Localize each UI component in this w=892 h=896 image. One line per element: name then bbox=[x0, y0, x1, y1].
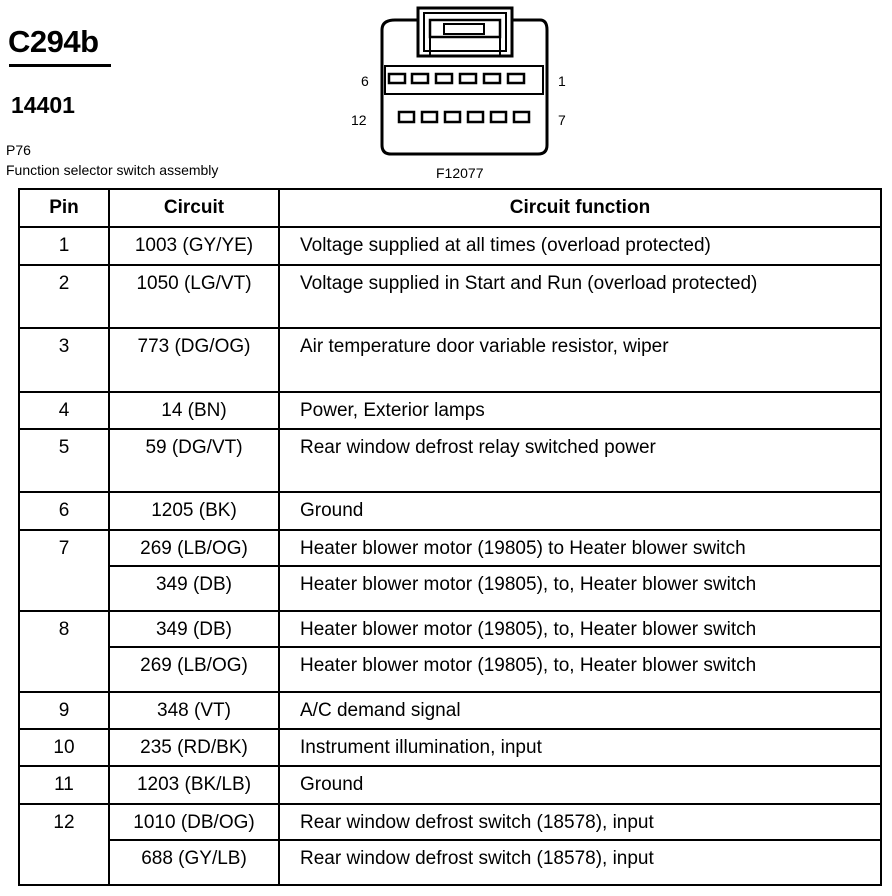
pin-cell: 7 bbox=[19, 530, 109, 611]
function-cell: Voltage supplied at all times (overload protected) bbox=[279, 227, 881, 265]
table-row bbox=[19, 729, 881, 766]
table-row bbox=[19, 265, 881, 328]
header-circuit: Circuit bbox=[109, 189, 279, 227]
table-row bbox=[19, 611, 881, 647]
pin-cell: 4 bbox=[19, 392, 109, 429]
part-number: 14401 bbox=[11, 92, 75, 118]
function-cell: Heater blower motor (19805), to, Heater blower switch bbox=[279, 566, 881, 611]
function-cell: Heater blower motor (19805) to Heater blower switch bbox=[279, 530, 881, 566]
function-cell: Instrument illumination, input bbox=[279, 729, 881, 766]
bottom-row-pins bbox=[399, 112, 529, 122]
table-row bbox=[19, 392, 881, 429]
function-cell: Heater blower motor (19805), to, Heater blower switch bbox=[279, 647, 881, 692]
figure-id: F12077 bbox=[436, 165, 484, 181]
pin-cell: 1 bbox=[19, 227, 109, 265]
pin-cell: 10 bbox=[19, 729, 109, 766]
function-cell: Voltage supplied in Start and Run (overload protected) bbox=[279, 265, 881, 328]
header-pin: Pin bbox=[19, 189, 109, 227]
table-row bbox=[19, 804, 881, 840]
pin-cell: 9 bbox=[19, 692, 109, 729]
pin-label-bottom-right: 7 bbox=[558, 112, 566, 128]
circuit-cell: 269 (LB/OG) bbox=[109, 647, 279, 692]
circuit-cell: 1003 (GY/YE) bbox=[109, 227, 279, 265]
table-row bbox=[19, 692, 881, 729]
circuit-cell: 59 (DG/VT) bbox=[109, 429, 279, 492]
table-row bbox=[19, 492, 881, 530]
pin-cell: 12 bbox=[19, 804, 109, 885]
pin-cell: 11 bbox=[19, 766, 109, 804]
pin-label-top-left: 6 bbox=[361, 73, 369, 89]
circuit-cell: 688 (GY/LB) bbox=[109, 840, 279, 885]
circuit-cell: 1010 (DB/OG) bbox=[109, 804, 279, 840]
circuit-cell: 349 (DB) bbox=[109, 611, 279, 647]
function-cell: Air temperature door variable resistor, wiper bbox=[279, 328, 881, 392]
locking-tab bbox=[418, 8, 512, 56]
table-header-row bbox=[19, 189, 881, 227]
circuit-cell: 235 (RD/BK) bbox=[109, 729, 279, 766]
pin-cell: 2 bbox=[19, 265, 109, 328]
function-cell: A/C demand signal bbox=[279, 692, 881, 729]
circuit-cell: 269 (LB/OG) bbox=[109, 530, 279, 566]
table-row bbox=[19, 840, 881, 885]
location-code: P76 bbox=[6, 142, 31, 158]
function-cell: Power, Exterior lamps bbox=[279, 392, 881, 429]
circuit-cell: 1050 (LG/VT) bbox=[109, 265, 279, 328]
pin-cell: 6 bbox=[19, 492, 109, 530]
circuit-cell: 773 (DG/OG) bbox=[109, 328, 279, 392]
pin-label-bottom-left: 12 bbox=[351, 112, 367, 128]
pinout-table bbox=[18, 188, 882, 886]
table-row bbox=[19, 766, 881, 804]
pin-label-top-right: 1 bbox=[558, 73, 566, 89]
function-cell: Rear window defrost switch (18578), input bbox=[279, 804, 881, 840]
table-row bbox=[19, 227, 881, 265]
circuit-cell: 1203 (BK/LB) bbox=[109, 766, 279, 804]
table-row bbox=[19, 647, 881, 692]
function-cell: Rear window defrost relay switched power bbox=[279, 429, 881, 492]
pin-cell: 5 bbox=[19, 429, 109, 492]
function-cell: Heater blower motor (19805), to, Heater blower switch bbox=[279, 611, 881, 647]
function-cell: Rear window defrost switch (18578), input bbox=[279, 840, 881, 885]
circuit-cell: 349 (DB) bbox=[109, 566, 279, 611]
connector-face-diagram bbox=[0, 0, 892, 190]
pin-cell: 3 bbox=[19, 328, 109, 392]
circuit-cell: 348 (VT) bbox=[109, 692, 279, 729]
table-row bbox=[19, 328, 881, 392]
table-row bbox=[19, 429, 881, 492]
connector-id: C294b bbox=[8, 24, 99, 59]
header-function: Circuit function bbox=[279, 189, 881, 227]
function-cell: Ground bbox=[279, 766, 881, 804]
circuit-cell: 1205 (BK) bbox=[109, 492, 279, 530]
table-row bbox=[19, 566, 881, 611]
circuit-cell: 14 (BN) bbox=[109, 392, 279, 429]
table-row bbox=[19, 530, 881, 566]
top-row-pins bbox=[389, 74, 524, 83]
component-name: Function selector switch assembly bbox=[6, 162, 219, 178]
pin-cell: 8 bbox=[19, 611, 109, 692]
function-cell: Ground bbox=[279, 492, 881, 530]
